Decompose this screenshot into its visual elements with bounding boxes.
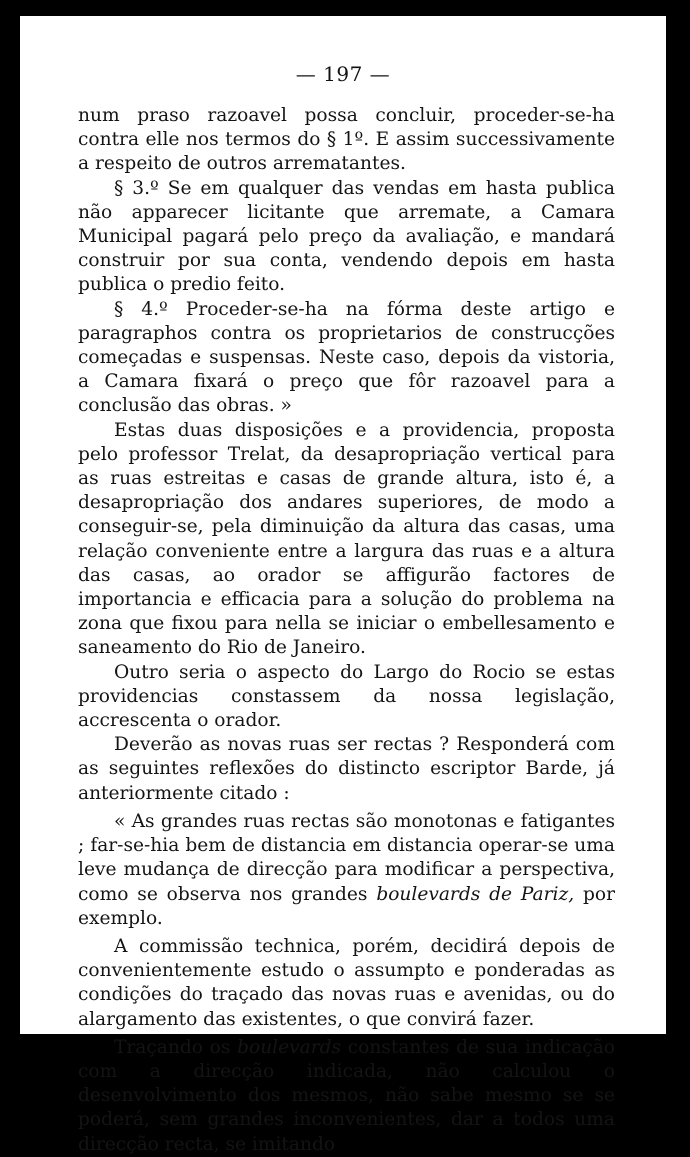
paragraph-boulevards (78, 1036, 615, 1157)
quote-italic: boulevards de Pariz, (376, 883, 575, 905)
quote-barde (78, 810, 615, 931)
paragraph-italic: boulevards (237, 1036, 342, 1058)
paragraph-section-4: § 4.º Proceder-se-ha na fórma deste artigo e paragraphos contra os proprietarios de construcções começadas e suspensas. Neste caso, depois da vistoria, a Camara fixará o preço que fôr razoavel para a conclusão das obras. » (78, 298, 615, 417)
body-text (78, 104, 615, 1157)
paragraph-ruas-rectas: Deverão as novas ruas ser rectas ? Responderá com as seguintes reflexões do distincto escriptor Barde, já anteriormente citado : (78, 734, 615, 804)
paragraph-text: Traçando os (114, 1036, 238, 1058)
paragraph-text-end: constantes de sua indicação com a direcção indicada, não calculou o desenvolvimento dos mesmos, não sabe mesmo se se poderá, sem grandes inconvenientes, dar a todos uma direcção recta, se imitando (78, 1036, 615, 1155)
paragraph-commissao: A commissão technica, porém, decidirá depois de convenientemente estudo o assumpto e ponderadas as condições do traçado das novas ruas e avenidas, ou do alargamento das existentes, o que convirá fazer. (78, 935, 615, 1030)
book-page (20, 16, 666, 1155)
paragraph-section-3: § 3.º Se em qualquer das vendas em hasta publica não apparecer licitante que arremate, a Camara Municipal pagará pelo preço da avaliação, e mandará construir por sua conta, vendendo depois em hasta publica o predio feito. (78, 177, 615, 296)
paragraph-trelat: Estas duas disposições e a providencia, proposta pelo professor Trelat, da desapropriação vertical para as ruas estreitas e casas de grande altura, isto é, a desapropriação dos andares superiores, de modo a conseguir-se, pela diminuição da altura das casas, uma relação conveniente entre a largura das ruas e a altura das casas, ao orador se affigurão factores de importancia e efficacia para a solução do problema na zona que fixou para nella se iniciar o embellesamento e saneamento do Rio de Janeiro. (78, 419, 615, 659)
paragraph-continuation: num praso razoavel possa concluir, proceder-se-ha contra elle nos termos do § 1º. E assim successivamente a respeito de outros arrematantes. (78, 105, 615, 175)
quote-text-end: por exemplo. (78, 883, 615, 929)
paragraph-largo-rocio: Outro seria o aspecto do Largo do Rocio se estas providencias constassem da nossa legislação, accrescenta o orador. (78, 661, 615, 732)
page-number: — 197 — (295, 62, 391, 86)
quote-text: « As grandes ruas rectas são monotonas e fatigantes ; far-se-hia bem de distancia em distancia operar-se uma leve mudança de direcção para modificar a perspectiva, como se observa nos grandes (78, 810, 615, 905)
